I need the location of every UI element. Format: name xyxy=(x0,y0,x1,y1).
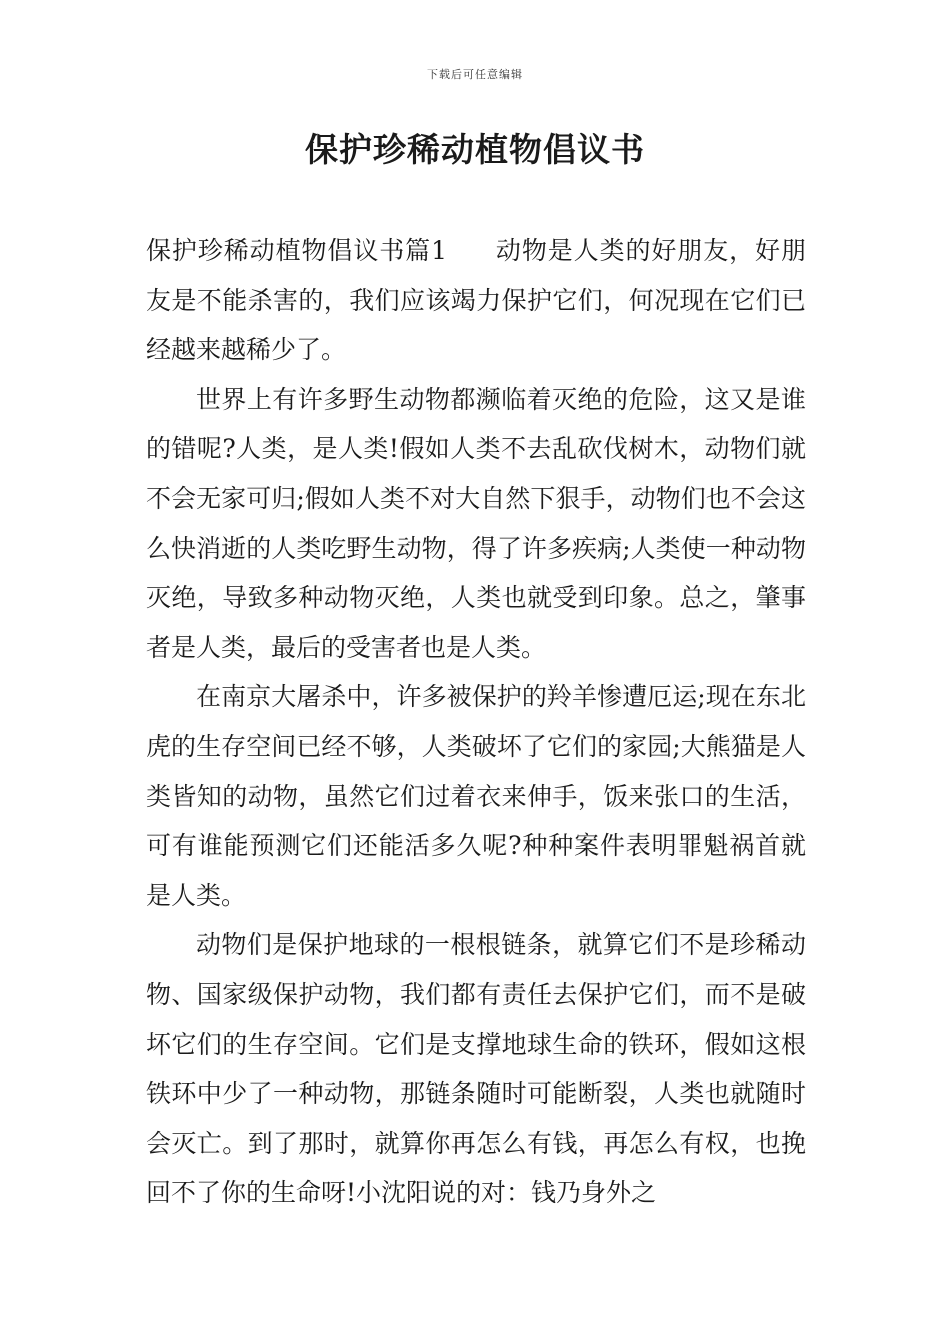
paragraph-2: 世界上有许多野生动物都濒临着灭绝的危险，这又是谁的错呢?人类，是人类!假如人类不去乱砍伐树木，动物们就不会无家可归;假如人类不对大自然下狠手，动物们也不会这么快消逝的人类吃野生动物，得了许多疾病;人类使一种动物灭绝，导致多种动物灭绝，人类也就受到印象。总之，肇事者是人类，最后的受害者也是人类。 xyxy=(146,384,806,662)
paragraph-3: 在南京大屠杀中，许多被保护的羚羊惨遭厄运;现在东北虎的生存空间已经不够，人类破坏了它们的家园;大熊猫是人类皆知的动物，虽然它们过着衣来伸手，饭来张口的生活，可有谁能预测它们还能活多久呢?种种案件表明罪魁祸首就是人类。 xyxy=(146,682,806,910)
header-note: 下载后可任意编辑 xyxy=(427,68,523,81)
paragraph-4: 动物们是保护地球的一根根链条，就算它们不是珍稀动物、国家级保护动物，我们都有责任去保护它们，而不是破坏它们的生存空间。它们是支撑地球生命的铁环，假如这根铁环中少了一种动物，那链条随时可能断裂，人类也就随时会灭亡。到了那时，就算你再怎么有钱，再怎么有权，也挽回不了你的生命呀!小沈阳说的对：钱乃身外之 xyxy=(146,930,806,1208)
paragraph-1 xyxy=(146,226,806,375)
section-heading: 保护珍稀动植物倡议书篇1 xyxy=(146,236,447,265)
document-body xyxy=(146,226,806,1218)
document-title: 保护珍稀动植物倡议书 xyxy=(305,130,645,169)
paragraph-1-text: 动物是人类的好朋友，好朋友是不能杀害的，我们应该竭力保护它们，何况现在它们已经越来越稀少了。 xyxy=(146,236,806,365)
